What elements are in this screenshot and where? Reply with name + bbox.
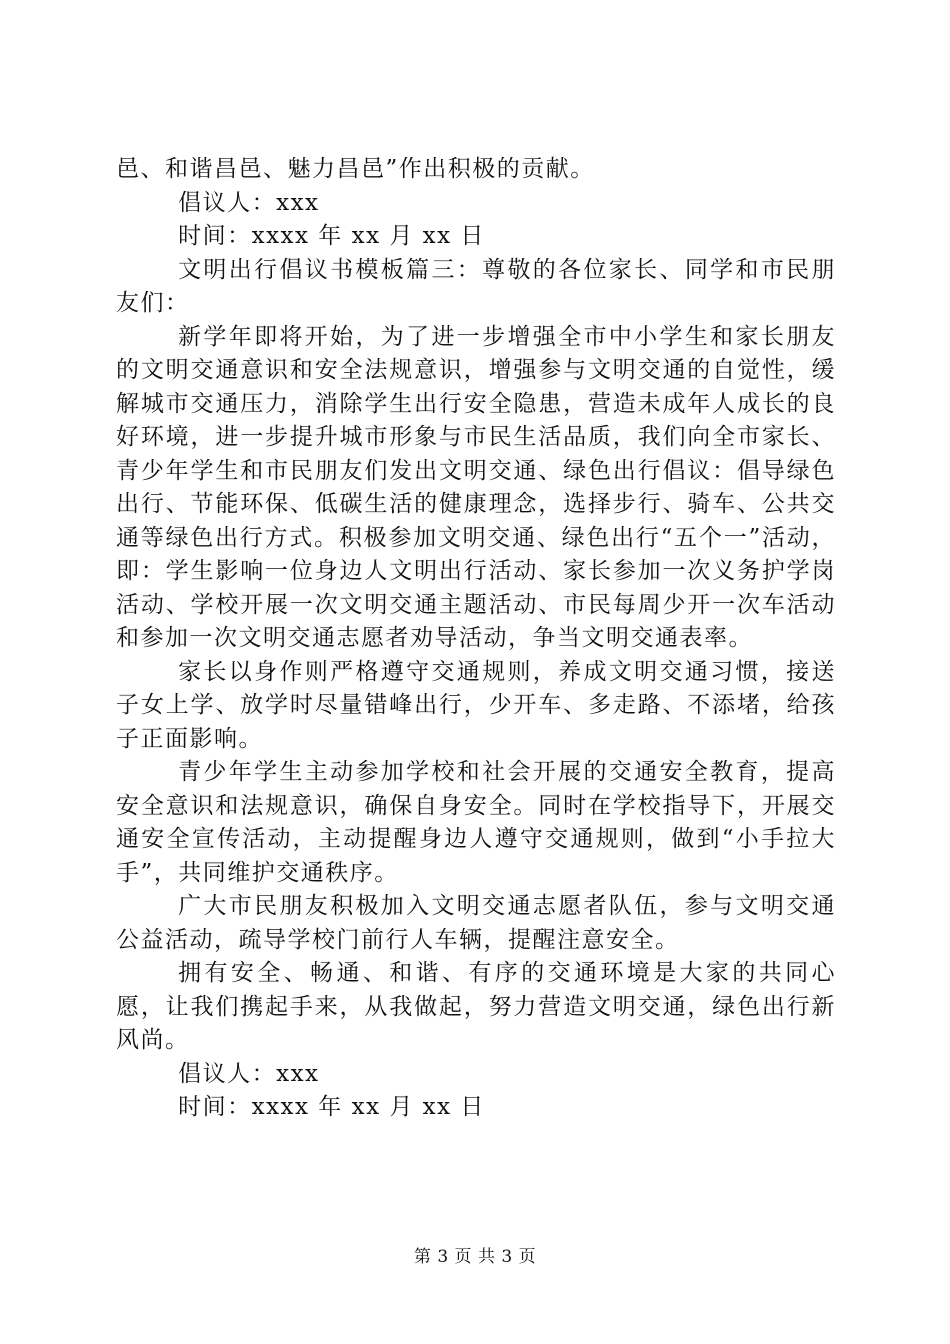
date-line: 时间：xxxx 年 xx 月 xx 日: [178, 223, 485, 249]
document-body: [116, 153, 836, 1125]
paragraph-students: 青少年学生主动参加学校和社会开展的交通安全教育，提高安全意识和法规意识，确保自身安全。同时在学校指导下，开展交通安全宣传活动，主动提醒身边人遵守交通规则，做到“小手拉大手”，共同维护交通秩序。: [116, 759, 836, 886]
signer-line: 倡议人：xxx: [178, 189, 320, 216]
page-number-footer: 第 3 页 共 3 页: [413, 1247, 537, 1267]
paragraph-parents: 家长以身作则严格遵守交通规则，养成文明交通习惯，接送子女上学、放学时尽量错峰出行，少开车、多走路、不添堵，给孩子正面影响。: [116, 658, 836, 752]
date-line-final: 时间：xxxx 年 xx 月 xx 日: [178, 1094, 485, 1120]
paragraph-citizens: 广大市民朋友积极加入文明交通志愿者队伍，参与文明交通公益活动，疏导学校门前行人车辆，提醒注意安全。: [116, 893, 836, 953]
section-heading-salutation: 文明出行倡议书模板篇三：尊敬的各位家长、同学和市民朋友们：: [116, 256, 836, 316]
paragraph-continuation: 邑、和谐昌邑、魅力昌邑”作出积极的贡献。: [116, 156, 595, 182]
paragraph-closing: 拥有安全、畅通、和谐、有序的交通环境是大家的共同心愿，让我们携起手来，从我做起，努力营造文明交通，绿色出行新风尚。: [116, 960, 836, 1053]
signer-line-final: 倡议人：xxx: [178, 1060, 320, 1087]
paragraph-main-proposal: 新学年即将开始，为了进一步增强全市中小学生和家长朋友的文明交通意识和安全法规意识，增强参与文明交通的自觉性，缓解城市交通压力，消除学生出行安全隐患，营造未成年人成长的良好环境，进一步提升城市形象与市民生活品质，我们向全市家长、青少年学生和市民朋友们发出文明交通、绿色出行倡议：倡导绿色出行、节能环保、低碳生活的健康理念，选择步行、骑车、公共交通等绿色出行方式。积极参加文明交通、绿色出行“五个一”活动，即：学生影响一位身边人文明出行活动、家长参加一次义务护学岗活动、学校开展一次文明交通主题活动、市民每周少开一次车活动和参加一次文明交通志愿者劝导活动，争当文明交通表率。: [116, 323, 836, 651]
